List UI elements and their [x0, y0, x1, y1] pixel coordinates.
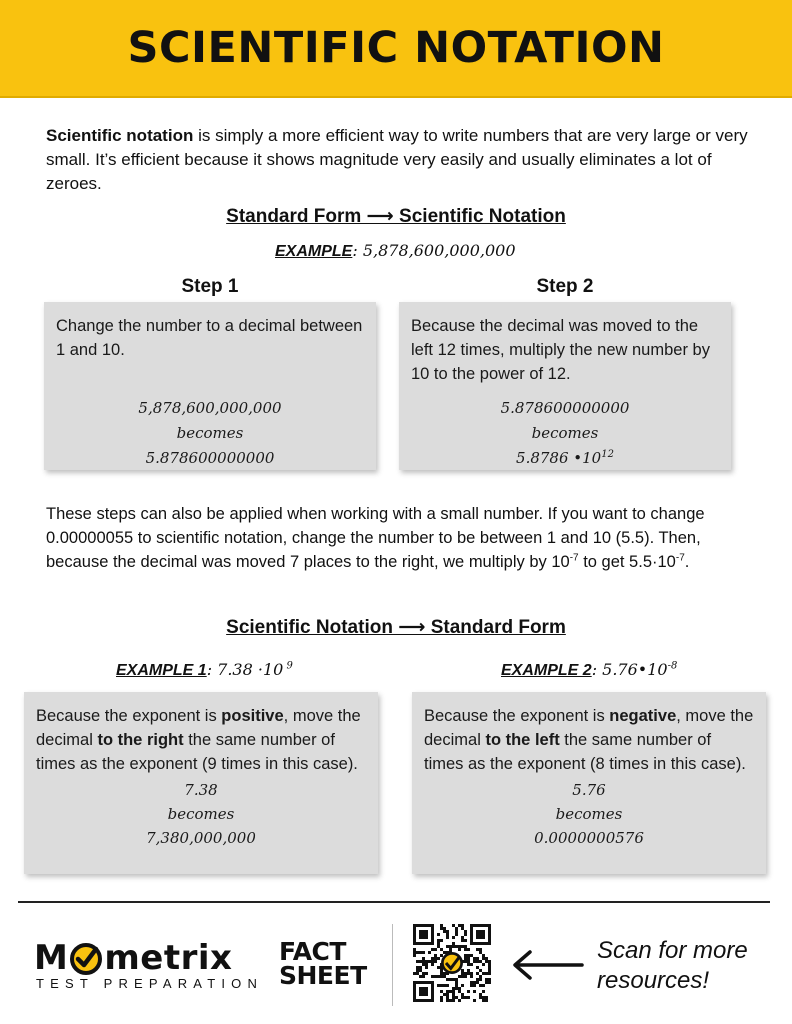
example2-exponent: -8 — [667, 660, 678, 672]
example1-text-b: , move the decimal — [36, 707, 361, 749]
intro-paragraph — [46, 124, 756, 196]
small-number-text-b: to get 5.5·10 — [578, 553, 676, 571]
footer-divider — [18, 901, 770, 903]
header-banner — [0, 0, 792, 98]
example2-value: : 5.76•10 — [591, 660, 668, 679]
small-number-exponent-a: -7 — [569, 552, 579, 564]
mometrix-logo — [34, 938, 232, 978]
scan-line2: resources! — [597, 967, 710, 994]
small-number-text-a: These steps can also be applied when working with a small number. If you want to change 0.00000055 to scientific notation, change the number to be between 1 and 10 (5.5). Then, because the decimal was moved 7 places to the right, we multiply by 10 — [46, 505, 705, 571]
example2-text-b: , move the decimal — [424, 707, 754, 749]
checkmark-circle-icon — [69, 941, 103, 975]
example1-line1: 7.38 — [184, 781, 218, 799]
step2-line3 — [411, 446, 719, 471]
fact-label-line2: SHEET — [279, 961, 367, 990]
example2-line3: 0.0000000576 — [534, 829, 644, 847]
example1-text-c: the same number of times as the exponent (9 times in this case). — [36, 731, 358, 773]
step2-calculation — [411, 396, 719, 471]
step1-box — [44, 302, 376, 470]
page-title: SCIENTIFIC NOTATION — [127, 23, 665, 73]
logo-word-end: metrix — [104, 938, 233, 978]
step2-line3-base: 5.8786 •10 — [516, 449, 602, 467]
example2-text-c: the same number of times as the exponent (8 times in this case). — [424, 731, 746, 773]
example2-bold-negative: negative — [609, 707, 677, 725]
section-title-standard-to-scientific: Standard Form ⟶ Scientific Notation — [226, 206, 566, 227]
step2-line3-exponent: 12 — [601, 449, 614, 460]
example2-text-a: Because the exponent is — [424, 707, 610, 725]
example-standard — [275, 241, 516, 261]
example1-value: : 7.38 ·10 — [206, 660, 284, 679]
step1-calculation — [56, 396, 364, 471]
intro-term: Scientific notation — [46, 126, 194, 145]
step2-title: Step 2 — [536, 276, 594, 297]
step2-line1: 5.878600000000 — [500, 399, 630, 417]
step2-text: Because the decimal was moved to the left 12 times, multiply the new number by 10 to the power of 12. — [411, 317, 710, 383]
example1-calculation — [36, 778, 366, 850]
example2-calculation — [424, 778, 754, 850]
example2-label: EXAMPLE 2 — [501, 662, 592, 679]
intro-text: is simply a more efficient way to write numbers that are very large or very small. It’s efficient because it shows magnitude very easily and usually eliminates a lot of zeroes. — [46, 126, 748, 193]
example2-line2: becomes — [555, 805, 623, 823]
fact-label-line1: FACT — [279, 937, 346, 966]
example1-box — [24, 692, 378, 874]
example1-line3: 7,380,000,000 — [146, 829, 256, 847]
example1-label: EXAMPLE 1 — [116, 662, 207, 679]
fact-sheet-label — [279, 937, 367, 990]
small-number-text-c: . — [684, 553, 690, 571]
example1-header — [116, 660, 293, 680]
example-label: EXAMPLE — [275, 243, 353, 260]
example1-exponent: 9 — [283, 660, 293, 672]
step2-line2: becomes — [531, 424, 599, 442]
example1-bold-direction: to the right — [97, 731, 184, 749]
logo-letter-m: M — [34, 938, 69, 978]
scan-callout — [597, 936, 748, 996]
small-number-paragraph — [46, 502, 758, 574]
example2-line1: 5.76 — [572, 781, 606, 799]
example2-bold-direction: to the left — [485, 731, 560, 749]
logo-subtitle: TEST PREPARATION — [36, 976, 264, 991]
example2-header — [501, 660, 677, 680]
footer-vertical-divider — [392, 924, 393, 1006]
example1-bold-positive: positive — [221, 707, 284, 725]
example2-text — [424, 704, 754, 776]
scan-line1: Scan for more — [597, 937, 748, 964]
step1-text: Change the number to a decimal between 1 and 10. — [56, 317, 363, 359]
qr-code-icon[interactable] — [413, 924, 491, 1002]
arrow-left-icon — [510, 948, 584, 982]
example1-line2: becomes — [167, 805, 235, 823]
example1-text — [36, 704, 366, 776]
section-title-scientific-to-standard: Scientific Notation ⟶ Standard Form — [226, 617, 566, 638]
example2-box — [412, 692, 766, 874]
small-number-exponent-b: -7 — [675, 552, 685, 564]
step1-line3: 5.878600000000 — [145, 449, 275, 467]
step1-line2: becomes — [176, 424, 244, 442]
step2-box — [399, 302, 731, 470]
example-value: : 5,878,600,000,000 — [352, 241, 516, 260]
step1-title: Step 1 — [181, 276, 239, 297]
example1-text-a: Because the exponent is — [36, 707, 222, 725]
step1-line1: 5,878,600,000,000 — [138, 399, 282, 417]
